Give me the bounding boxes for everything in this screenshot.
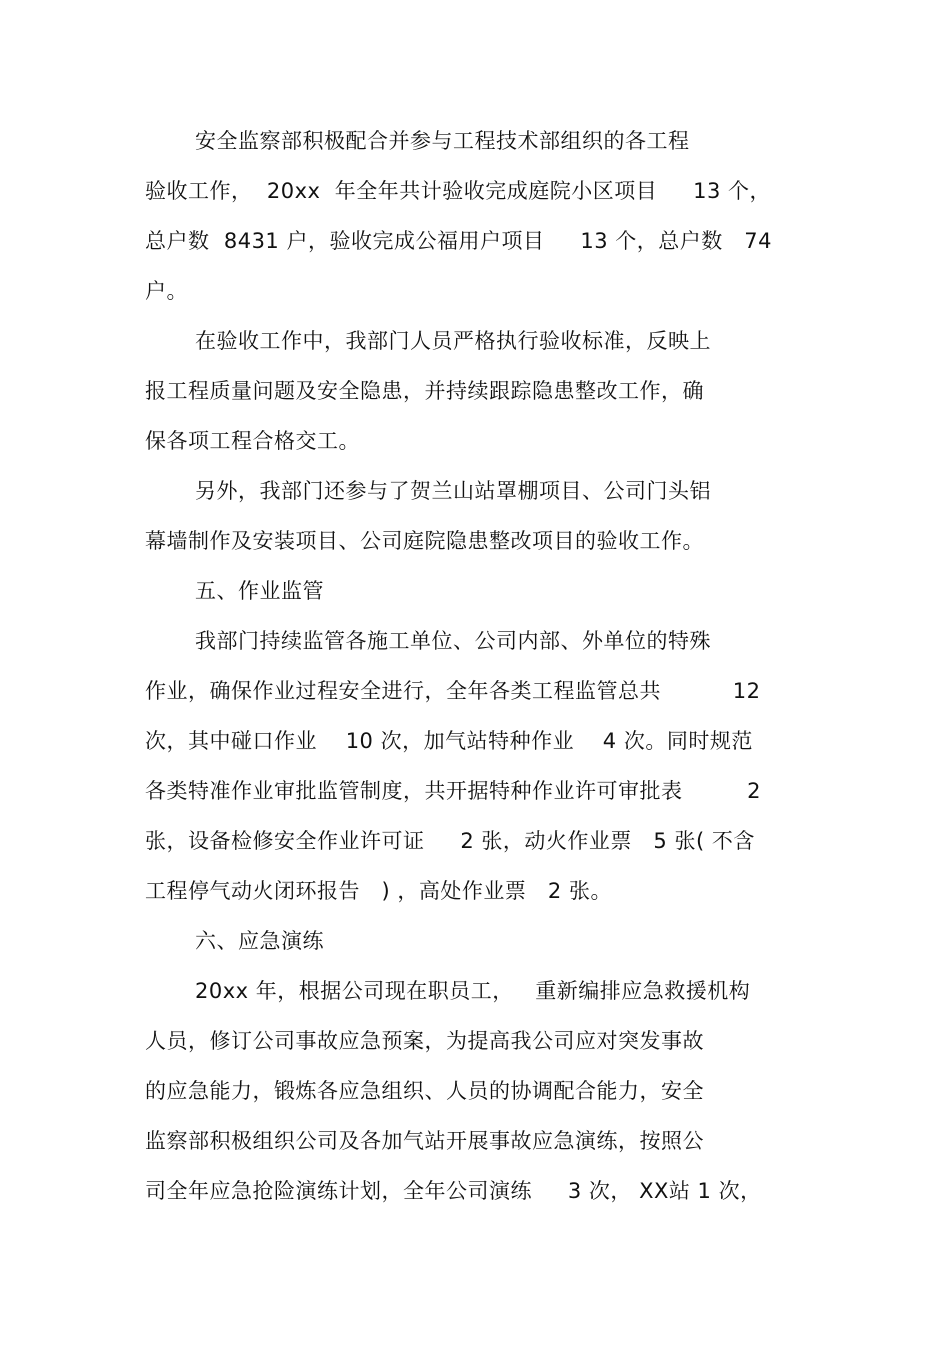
text-line: 我部门持续监管各施工单位、公司内部、外单位的特殊 — [195, 629, 711, 653]
text-line: 人员，修订公司事故应急预案，为提高我公司应对突发事故 — [145, 1029, 704, 1053]
section-heading: 六、应急演练 — [195, 929, 324, 953]
text-line: 另外，我部门还参与了贺兰山站罩棚项目、公司门头铝 — [195, 479, 711, 503]
text-line: 在验收工作中，我部门人员严格执行验收标准，反映上 — [195, 329, 711, 353]
text-line: 各类特准作业审批监管制度，共开据特种作业许可审批表 2 — [145, 779, 761, 803]
text-line: 监察部积极组织公司及各加气站开展事故应急演练，按照公 — [145, 1129, 704, 1153]
section-heading: 五、作业监管 — [195, 579, 324, 603]
text-line: 报工程质量问题及安全隐患，并持续跟踪隐患整改工作，确 — [145, 379, 704, 403]
text-line: 工程停气动火闭环报告 ) ，高处作业票 2 张。 — [145, 879, 612, 903]
text-line: 幕墙制作及安装项目、公司庭院隐患整改项目的验收工作。 — [145, 529, 704, 553]
text-line: 司全年应急抢险演练计划，全年公司演练 3 次， XX站 1 次， — [145, 1179, 762, 1203]
text-line: 张，设备检修安全作业许可证 2 张，动火作业票 5 张( 不含 — [145, 829, 755, 853]
text-line: 的应急能力，锻炼各应急组织、人员的协调配合能力，安全 — [145, 1079, 704, 1103]
text-line: 20xx 年，根据公司现在职员工， 重新编排应急救援机构 — [195, 979, 751, 1003]
text-line: 次，其中碰口作业 10 次，加气站特种作业 4 次。同时规范 — [145, 729, 753, 753]
text-line: 验收工作， 20xx 年全年共计验收完成庭院小区项目 13 个， — [145, 179, 772, 203]
text-line: 安全监察部积极配合并参与工程技术部组织的各工程 — [195, 129, 690, 153]
text-line: 保各项工程合格交工。 — [145, 429, 360, 453]
text-line: 总户数 8431 户，验收完成公福用户项目 13 个，总户数 74 — [145, 229, 772, 253]
text-line: 户。 — [145, 279, 188, 303]
text-line: 作业，确保作业过程安全进行，全年各类工程监管总共 12 — [145, 679, 761, 703]
